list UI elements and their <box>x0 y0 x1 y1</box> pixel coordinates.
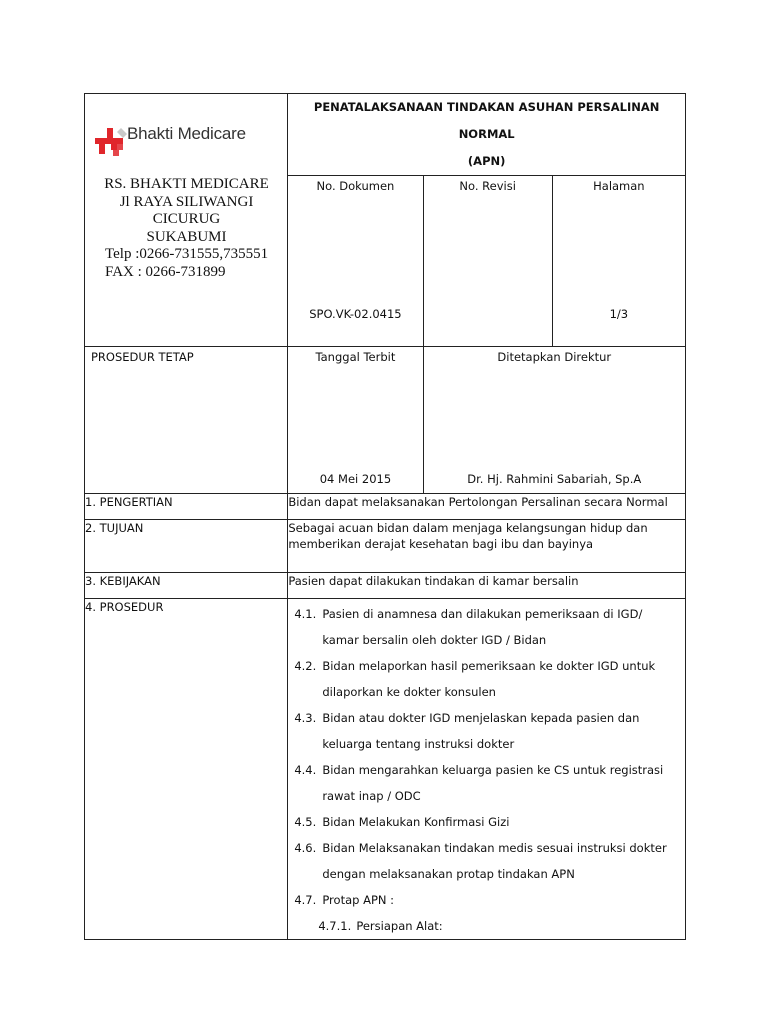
step-text: Bidan mengarahkan keluarga pasien ke CS untuk registrasi rawat inap / ODC <box>322 763 664 803</box>
step-number: 4.3. <box>294 711 317 725</box>
kebijakan-text: Pasien dapat dilakukan tindakan di kamar bersalin <box>288 573 686 599</box>
title-line-2: (APN) <box>467 154 506 168</box>
prosedur-label: 4. PROSEDUR <box>85 599 288 940</box>
prosedur-tetap-label: PROSEDUR TETAP <box>91 350 194 364</box>
halaman-cell <box>552 176 685 347</box>
step-number: 4.4. <box>294 763 317 777</box>
hospital-town: CICURUG <box>152 211 221 227</box>
no-revisi-cell <box>423 176 552 347</box>
tanggal-terbit-cell <box>288 347 423 494</box>
substep-text: Persiapan Alat: <box>356 919 443 933</box>
step-text: Bidan Melakukan Konfirmasi Gizi <box>322 815 510 829</box>
step-text: Protap APN : <box>322 893 395 907</box>
hospital-city: SUKABUMI <box>146 228 227 245</box>
pengertian-label: 1. PENGERTIAN <box>85 494 288 520</box>
hospital-street: Jl RAYA SILIWANGI <box>119 193 254 210</box>
step-text: Bidan atau dokter IGD menjelaskan kepada pasien dan keluarga tentang instruksi dokter <box>322 711 640 751</box>
hospital-phone: Telp :0266-731555,735551 <box>105 246 269 262</box>
list-item <box>294 653 681 705</box>
list-item <box>294 757 681 809</box>
ditetapkan-cell <box>423 347 685 494</box>
step-text: Bidan melaporkan hasil pemeriksaan ke dokter IGD untuk dilaporkan ke dokter konsulen <box>322 659 656 699</box>
list-item <box>294 809 681 835</box>
hospital-fax: FAX : 0266-731899 <box>105 263 226 280</box>
step-number: 4.2. <box>294 659 317 673</box>
logo-wordmark: Bhakti Medicare <box>127 124 246 143</box>
step-number: 4.5. <box>294 815 317 829</box>
document-title <box>288 94 686 176</box>
tanggal-terbit-label: Tanggal Terbit <box>315 350 396 364</box>
bhakti-medicare-logo <box>95 124 295 164</box>
ditetapkan-label: Ditetapkan Direktur <box>497 350 612 364</box>
tujuan-text: Sebagai acuan bidan dalam menjaga kelangsungan hidup dan memberikan derajat kesehatan bagi ibu dan bayinya <box>288 520 686 573</box>
title-line-1: PENATALAKSANAAN TINDAKAN ASUHAN PERSALINAN NORMAL <box>313 100 660 141</box>
list-item <box>294 887 681 913</box>
step-number: 4.1. <box>294 607 317 621</box>
no-revisi-label: No. Revisi <box>459 179 516 193</box>
step-text: Pasien di anamnesa dan dilakukan pemeriksaan di IGD/ kamar bersalin oleh dokter IGD / Bidan <box>322 607 643 647</box>
kebijakan-label: 3. KEBIJAKAN <box>85 573 288 599</box>
list-item <box>294 835 681 887</box>
hospital-address <box>85 176 288 281</box>
sub-list-item <box>294 913 681 939</box>
no-dokumen-cell <box>288 176 423 347</box>
step-number: 4.6. <box>294 841 317 855</box>
prosedur-steps-cell <box>288 599 686 940</box>
substep-number: 4.7.1. <box>318 919 352 933</box>
step-number: 4.7. <box>294 893 317 907</box>
hospital-identity-cell <box>85 94 288 347</box>
pengertian-text: Bidan dapat melaksanakan Pertolongan Persalinan secara Normal <box>288 494 686 520</box>
halaman-label: Halaman <box>593 179 645 193</box>
tujuan-label: 2. TUJUAN <box>85 520 288 573</box>
direktur-name: Dr. Hj. Rahmini Sabariah, Sp.A <box>467 472 642 486</box>
step-text: Bidan Melaksanakan tindakan medis sesuai instruksi dokter dengan melaksanakan protap tindakan APN <box>322 841 667 881</box>
tanggal-terbit-value: 04 Mei 2015 <box>319 472 392 486</box>
halaman-value: 1/3 <box>609 307 629 321</box>
prosedur-tetap-cell <box>85 347 288 494</box>
no-dokumen-label: No. Dokumen <box>316 179 395 193</box>
list-item <box>294 705 681 757</box>
prosedur-step-list <box>288 599 685 939</box>
no-dokumen-value: SPO.VK-02.0415 <box>309 307 402 321</box>
sop-table <box>84 93 686 940</box>
hospital-name: RS. BHAKTI MEDICARE <box>104 176 269 192</box>
list-item <box>294 601 681 653</box>
